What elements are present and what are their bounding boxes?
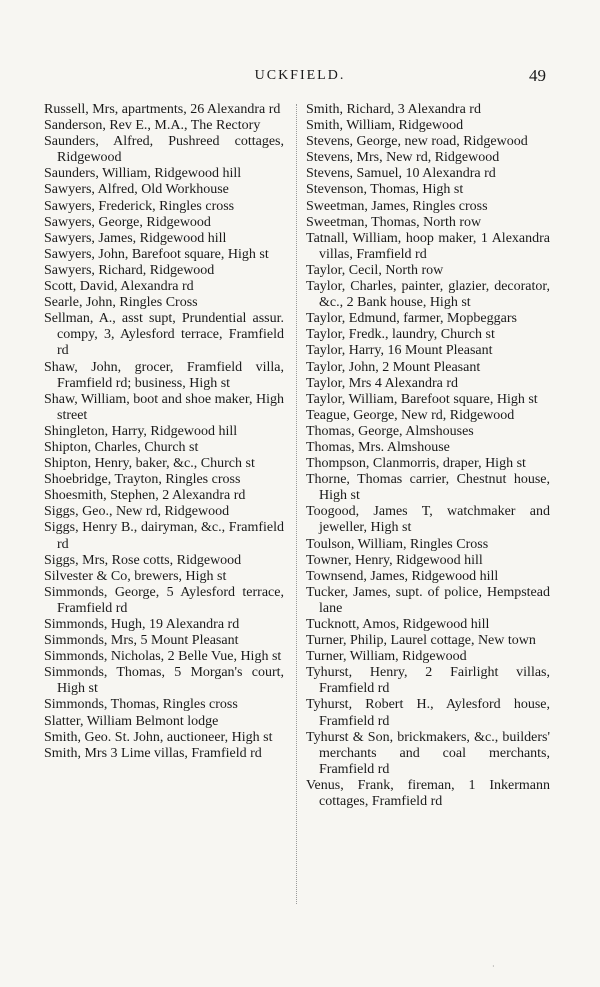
directory-entry: Taylor, Harry, 16 Mount Pleasant [306,343,493,359]
directory-entry: Smith, Geo. St. John, auctioneer, High st [44,729,273,745]
directory-entry: Towner, Henry, Ridgewood hill [306,552,483,568]
directory-entry: Smith, Mrs 3 Lime villas, Framfield rd [44,745,262,761]
directory-entry: Shaw, William, boot and shoe maker, High street [44,391,284,423]
footer-mark: · [492,962,495,971]
directory-entry: Saunders, Alfred, Pushreed cottages, Ridgewood [44,134,284,166]
directory-entry: Taylor, Edmund, farmer, Mopbeggars [306,311,517,327]
directory-entry: Townsend, James, Ridgewood hill [306,568,499,584]
directory-entry: Turner, Philip, Laurel cottage, New town [306,633,536,649]
directory-entry: Saunders, William, Ridgewood hill [44,166,242,182]
directory-entry: Toulson, William, Ringles Cross [306,536,489,552]
directory-entry: Stevens, Mrs, New rd, Ridgewood [306,150,500,166]
directory-entry: Thorne, Thomas carrier, Chestnut house, High st [306,472,550,504]
directory-entry: Searle, John, Ringles Cross [44,295,198,311]
directory-entry: Shaw, John, grocer, Framfield villa, Framfield rd; business, High st [44,359,284,391]
directory-entry: Turner, William, Ridgewood [306,649,467,665]
directory-entry: Tucker, James, supt. of police, Hempstead lane [306,584,550,616]
directory-entry: Taylor, John, 2 Mount Pleasant [306,359,481,375]
column-divider [296,104,297,904]
directory-entry: Silvester & Co, brewers, High st [44,568,227,584]
directory-entry: Taylor, Charles, painter, glazier, decorator, &c., 2 Bank house, High st [306,279,550,311]
directory-entry: Siggs, Geo., New rd, Ridgewood [44,504,230,520]
directory-entry: Simmonds, Hugh, 19 Alexandra rd [44,617,240,632]
directory-entry: Simmonds, Nicholas, 2 Belle Vue, High st [44,649,282,665]
directory-entry: Sawyers, Alfred, Old Workhouse [44,182,229,198]
directory-entry: Teague, George, New rd, Ridgewood [306,407,515,423]
directory-entry: Toogood, James T, watchmaker and jeweller, High st [306,504,550,536]
directory-entry: Sawyers, Frederick, Ringles cross [44,198,235,214]
directory-entry: Tyhurst, Henry, 2 Fairlight villas, Framfield rd [306,665,550,697]
directory-entry: Shipton, Henry, baker, &c., Church st [44,456,255,472]
directory-entry: Shoesmith, Stephen, 2 Alexandra rd [44,488,246,504]
directory-entry: Stevens, George, new road, Ridgewood [306,134,528,150]
running-title: UCKFIELD. [254,68,346,83]
directory-entry: Shipton, Charles, Church st [44,439,199,455]
directory-entry: Shoebridge, Trayton, Ringles cross [44,472,241,488]
directory-entry: Tyhurst, Robert H., Aylesford house, Framfield rd [306,697,550,729]
directory-entry: Tatnall, William, hoop maker, 1 Alexandra villas, Framfield rd [306,230,550,262]
directory-entry: Sawyers, James, Ridgewood hill [44,230,227,246]
directory-entry: Taylor, Mrs 4 Alexandra rd [306,375,459,391]
directory-entry: Shingleton, Harry, Ridgewood hill [44,423,238,439]
directory-entry: Thomas, George, Almshouses [306,423,474,439]
directory-entry: Taylor, Cecil, North row [306,262,444,278]
directory-entry: Tyhurst & Son, brickmakers, &c., builders' merchants and coal merchants, Framfield rd [306,729,550,777]
directory-entry: Sellman, A., asst supt, Prundential assur. compy, 3, Aylesford terrace, Framfield rd [44,311,284,359]
directory-entry: Sweetman, Thomas, North row [306,214,482,230]
directory-entry: Taylor, William, Barefoot square, High st [306,391,538,407]
directory-entry: Siggs, Henry B., dairyman, &c., Framfield rd [44,520,284,552]
directory-entry: Scott, David, Alexandra rd [44,279,194,295]
directory-entry: Tucknott, Amos, Ridgewood hill [306,617,490,632]
directory-entry: Sawyers, George, Ridgewood [44,214,211,230]
page-number: 49 [529,66,546,85]
directory-entry: Stevenson, Thomas, High st [306,182,464,198]
directory-entry: Simmonds, Thomas, 5 Morgan's court, High st [44,665,284,697]
directory-entry: Simmonds, George, 5 Aylesford terrace, Framfield rd [44,584,284,616]
directory-entry: Sweetman, James, Ringles cross [306,198,488,214]
directory-entry: Venus, Frank, fireman, 1 Inkermann cottages, Framfield rd [306,777,550,810]
directory-entry: Sanderson, Rev E., M.A., The Rectory [44,118,261,134]
directory-entry: Simmonds, Thomas, Ringles cross [44,697,238,713]
directory-entry: Thomas, Mrs. Almshouse [306,439,450,455]
directory-entry: Stevens, Samuel, 10 Alexandra rd [306,166,496,182]
directory-entry: Sawyers, Richard, Ridgewood [44,262,215,278]
directory-entry: Thompson, Clanmorris, draper, High st [306,456,526,472]
directory-column-left [44,102,284,762]
page-header [0,66,600,90]
directory-entry: Slatter, William Belmont lodge [44,713,219,729]
directory-entry: Smith, William, Ridgewood [306,118,464,134]
directory-column-right [306,102,550,810]
directory-entry: Smith, Richard, 3 Alexandra rd [306,102,481,117]
directory-entry: Siggs, Mrs, Rose cotts, Ridgewood [44,552,242,568]
directory-entry: Simmonds, Mrs, 5 Mount Pleasant [44,633,239,649]
directory-entry: Sawyers, John, Barefoot square, High st [44,246,269,262]
directory-entry: Taylor, Fredk., laundry, Church st [306,327,495,343]
directory-entry: Russell, Mrs, apartments, 26 Alexandra rd [44,102,281,117]
